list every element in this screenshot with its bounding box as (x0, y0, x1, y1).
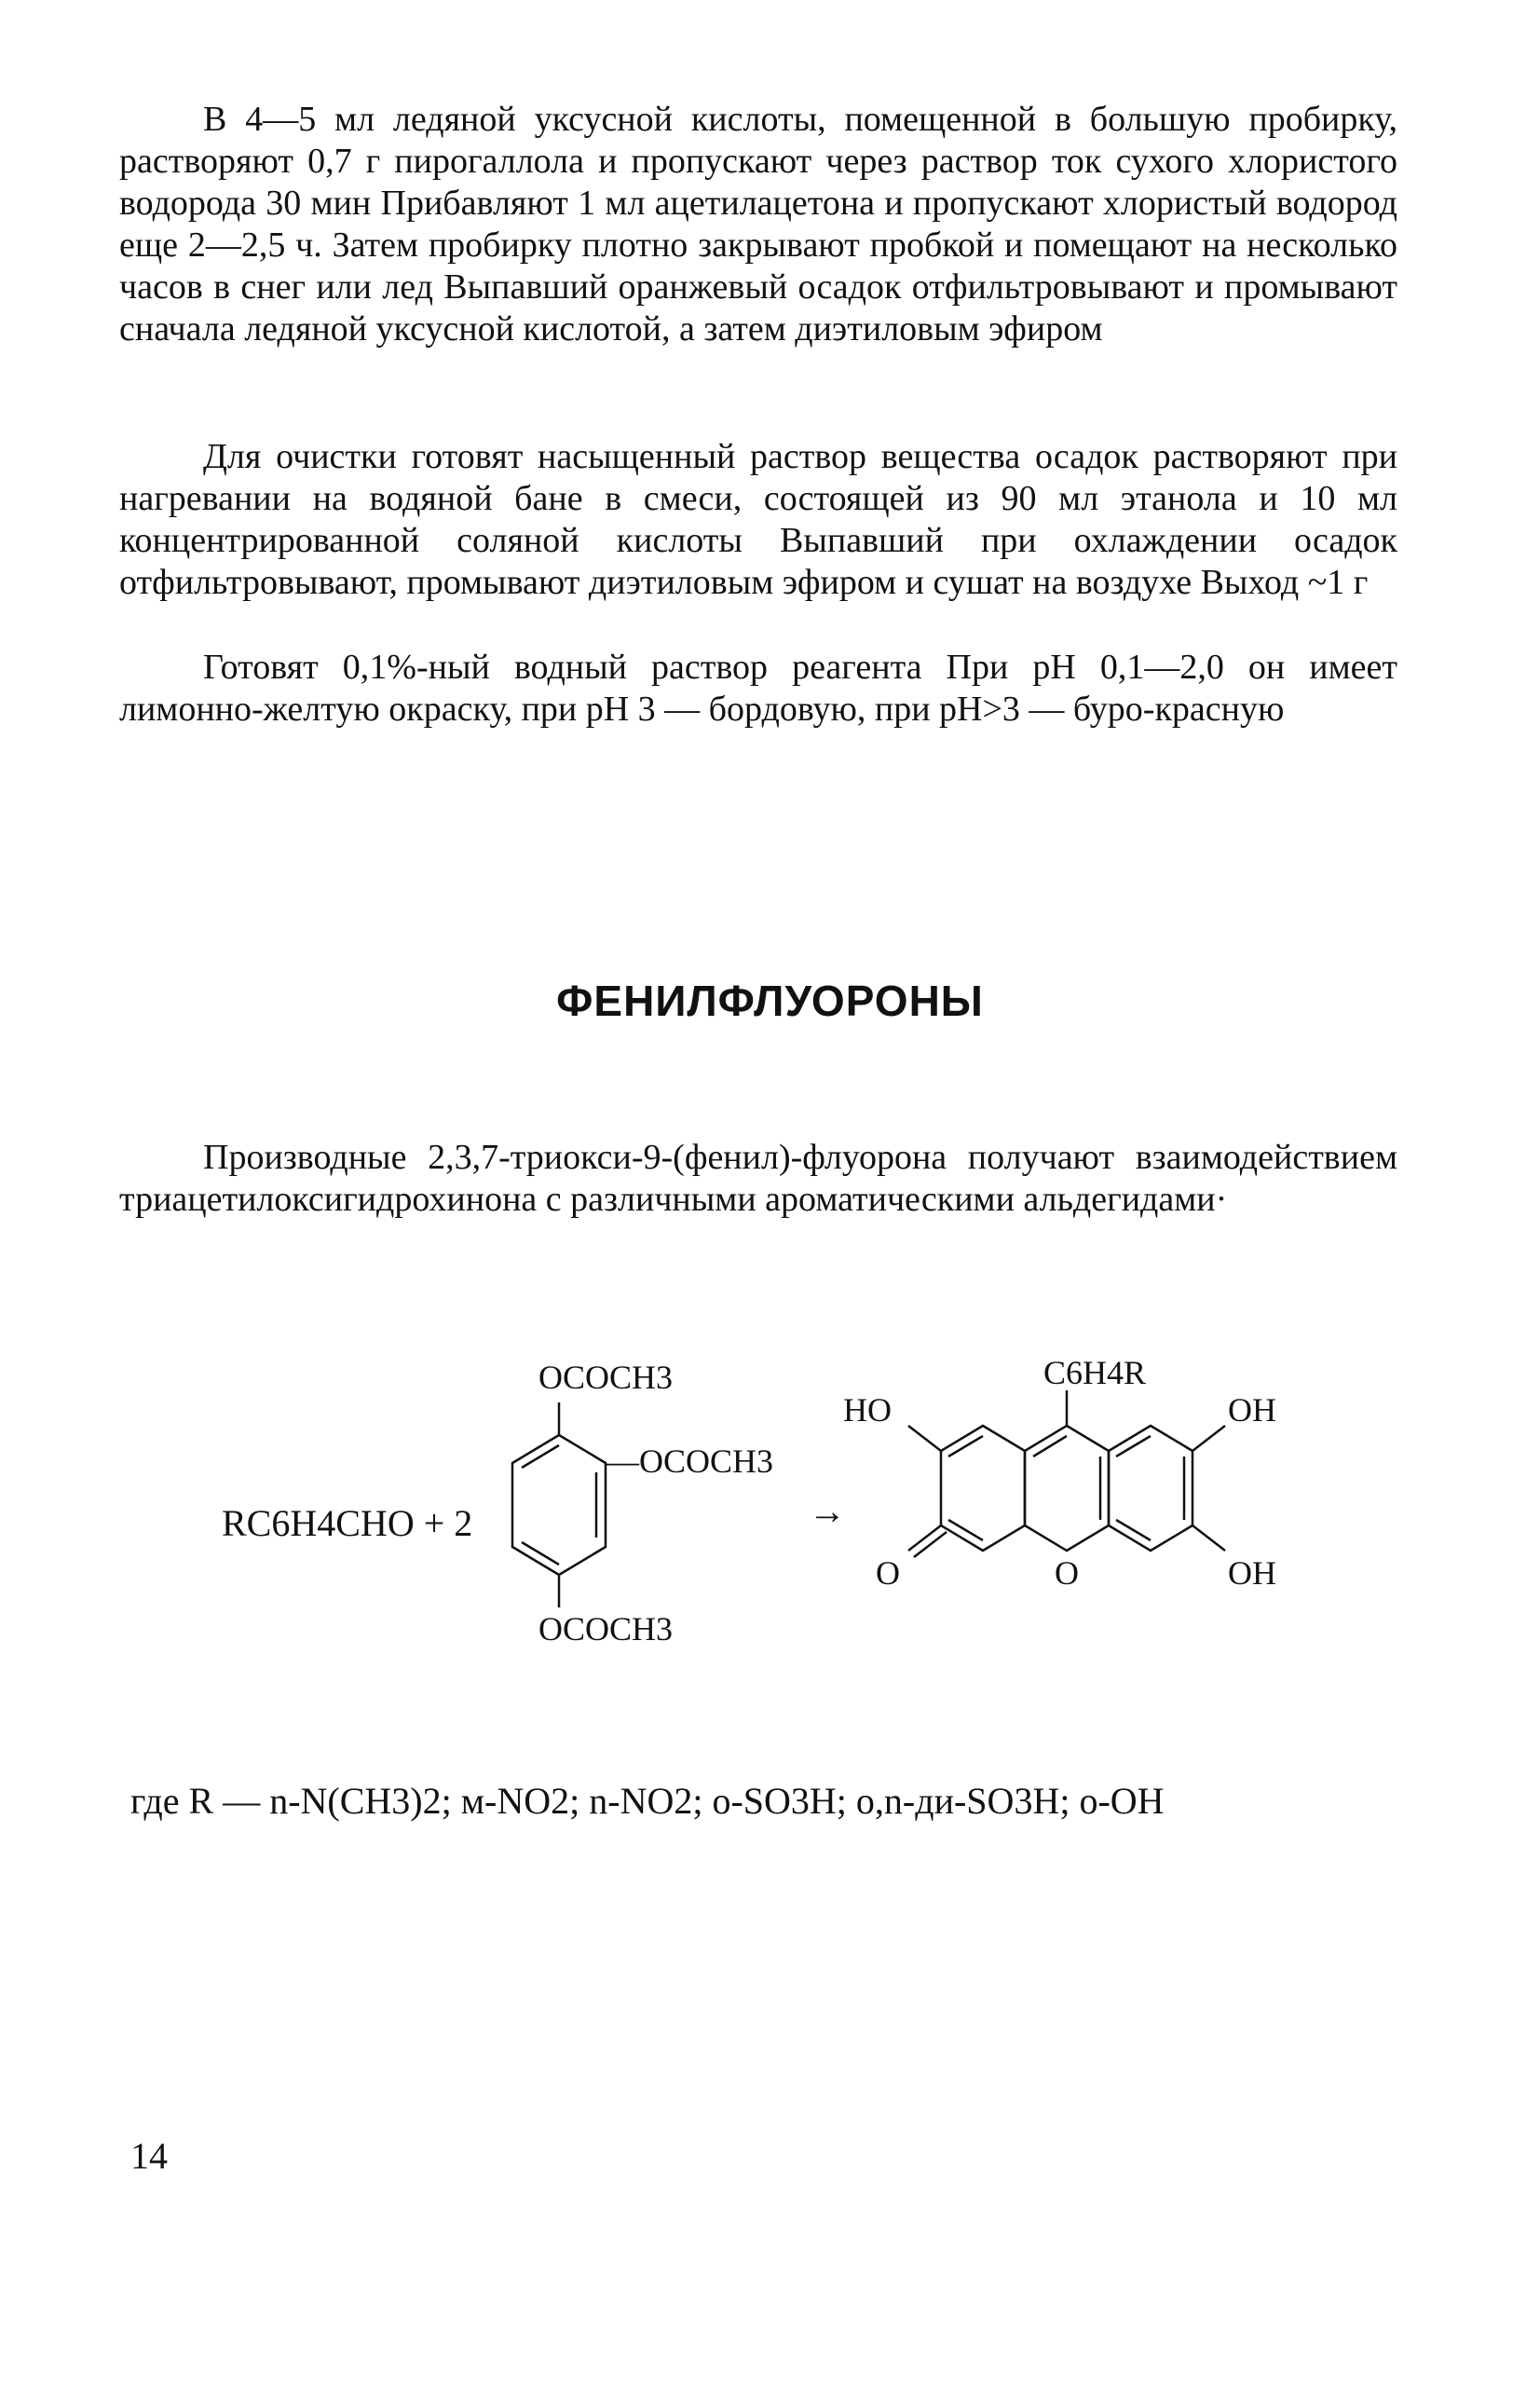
product-rings (908, 1390, 1225, 1557)
substituent-list: где R — n-N(CH3)2; м-NO2; n-NO2; o-SO3H; o,n-ди-SO3H; o-OH (130, 1780, 1165, 1822)
reactant-substituent-side: —OCOCH3 (606, 1443, 774, 1480)
reactant-aldehyde: RC6H4CHO + 2 (222, 1502, 473, 1544)
paragraph-purification: Для очистки готовят насыщенный раствор вещества осадок растворяют при нагревании на водяной бане в смеси, состоящей из 90 мл этанола и 10 мл концентрированной соляной кислоты Выпавший при охлаждении осадок отфильтровывают, промывают диэтиловым эфиром и сушат на воздухе Выход ~1 г (119, 437, 1397, 602)
product-substituent-top: C6H4R (1043, 1354, 1147, 1391)
reactant-substituent-bottom: OCOCH3 (538, 1610, 674, 1648)
reaction-scheme (0, 1333, 1540, 1733)
paragraph-solution: Готовят 0,1%-ный водный раствор реагента При pH 0,1—2,0 он имеет лимонно-желтую окраску, при pH 3 — бордовую, при pH>3 — буро-красную (119, 648, 1397, 729)
reaction-arrow: → (809, 1490, 846, 1532)
paragraph-synthesis: В 4—5 мл ледяной уксусной кислоты, помещенной в большую пробирку, растворяют 0,7 г пирогаллола и пропускают через раствор ток сухого хлористого водорода 30 мин Прибавляют 1 мл ацетилацетона и пропускают хлористый водород еще 2—2,5 ч. Затем пробирку плотно закрывают пробкой и помещают на несколько часов в снег или лед Выпавший оранжевый осадок отфильтровывают и промывают сначала ледяной уксусной кислотой, а затем диэтиловым эфиром (119, 100, 1397, 349)
reactant-substituent-top: OCOCH3 (538, 1359, 674, 1396)
reactant-ring (512, 1402, 606, 1607)
product-ring-o: O (1055, 1554, 1079, 1592)
product-oh-top: OH (1228, 1391, 1276, 1429)
product-oh-bottom: OH (1228, 1554, 1276, 1592)
section-heading: ФЕНИЛФЛУОРОНЫ (556, 977, 984, 1025)
page-number: 14 (130, 2135, 168, 2177)
product-ho: HO (843, 1391, 892, 1429)
product-keto-o: O (876, 1554, 900, 1592)
paragraph-intro: Производные 2,3,7-триокси-9-(фенил)-флуорона получают взаимодействием триацетилоксигидрохинона с различными ароматическими альдегидами· (119, 1138, 1397, 1219)
